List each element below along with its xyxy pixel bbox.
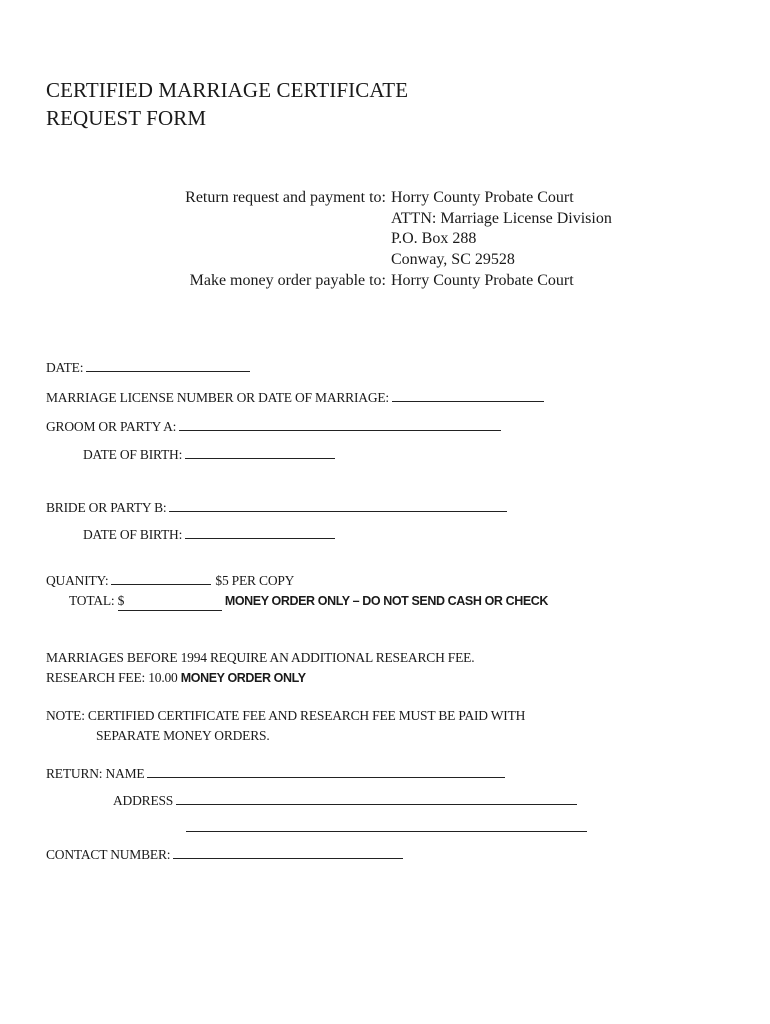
date-field[interactable] (86, 359, 250, 372)
bride-dob-row (83, 526, 335, 544)
license-row (46, 389, 544, 407)
license-label: MARRIAGE LICENSE NUMBER OR DATE OF MARRIAGE: (46, 390, 389, 405)
date-row (46, 359, 250, 377)
bride-row (46, 499, 507, 517)
groom-label: GROOM OR PARTY A: (46, 419, 177, 434)
total-payment-note: MONEY ORDER ONLY – DO NOT SEND CASH OR CHECK (224, 594, 549, 608)
form-title-line2: REQUEST FORM (46, 106, 207, 130)
groom-dob-field[interactable] (185, 446, 335, 459)
quantity-field[interactable] (111, 572, 211, 585)
return-address-row (113, 792, 577, 810)
payable-to-label: Make money order payable to: (189, 272, 386, 289)
date-label: DATE: (46, 360, 84, 375)
return-name-row (46, 765, 505, 783)
bride-field[interactable] (169, 499, 507, 512)
total-currency: $ (117, 593, 125, 608)
return-address-label: ADDRESS (113, 793, 174, 808)
total-row (69, 592, 548, 611)
return-address-field[interactable] (176, 792, 577, 805)
return-name-label: RETURN: NAME (46, 766, 145, 781)
bride-label: BRIDE OR PARTY B: (46, 500, 167, 515)
return-address-field-2[interactable] (186, 819, 587, 832)
research-fee-row (46, 669, 306, 687)
research-notice: MARRIAGES BEFORE 1994 REQUIRE AN ADDITIONAL RESEARCH FEE. (46, 650, 475, 665)
note-line1: NOTE: CERTIFIED CERTIFICATE FEE AND RESEARCH FEE MUST BE PAID WITH (46, 708, 526, 723)
groom-row (46, 418, 501, 436)
bride-dob-label: DATE OF BIRTH: (83, 527, 183, 542)
groom-dob-label: DATE OF BIRTH: (83, 447, 183, 462)
contact-field[interactable] (173, 846, 403, 859)
contact-row (46, 846, 403, 864)
groom-dob-row (83, 446, 335, 464)
total-field[interactable] (118, 592, 222, 611)
total-label: TOTAL: (69, 593, 115, 608)
form-title-line1: CERTIFIED MARRIAGE CERTIFICATE (46, 78, 409, 102)
return-address-line: Conway, SC 29528 (391, 251, 515, 268)
return-address-row-2 (186, 819, 587, 837)
license-field[interactable] (392, 389, 544, 402)
groom-field[interactable] (179, 418, 501, 431)
return-name-field[interactable] (147, 765, 505, 778)
return-address-line: Horry County Probate Court (391, 189, 574, 206)
note-line2: SEPARATE MONEY ORDERS. (96, 728, 270, 743)
research-fee-label: RESEARCH FEE: 10.00 (46, 670, 178, 685)
contact-label: CONTACT NUMBER: (46, 847, 171, 862)
payable-to-value: Horry County Probate Court (391, 272, 574, 289)
bride-dob-field[interactable] (185, 526, 335, 539)
return-to-label: Return request and payment to: (185, 189, 386, 206)
research-fee-note: MONEY ORDER ONLY (180, 671, 306, 685)
quantity-label: QUANITY: (46, 573, 109, 588)
quantity-row (46, 572, 294, 590)
per-copy-price: $5 PER COPY (215, 573, 295, 588)
return-address-line: P.O. Box 288 (391, 230, 477, 247)
return-address-line: ATTN: Marriage License Division (391, 210, 612, 227)
